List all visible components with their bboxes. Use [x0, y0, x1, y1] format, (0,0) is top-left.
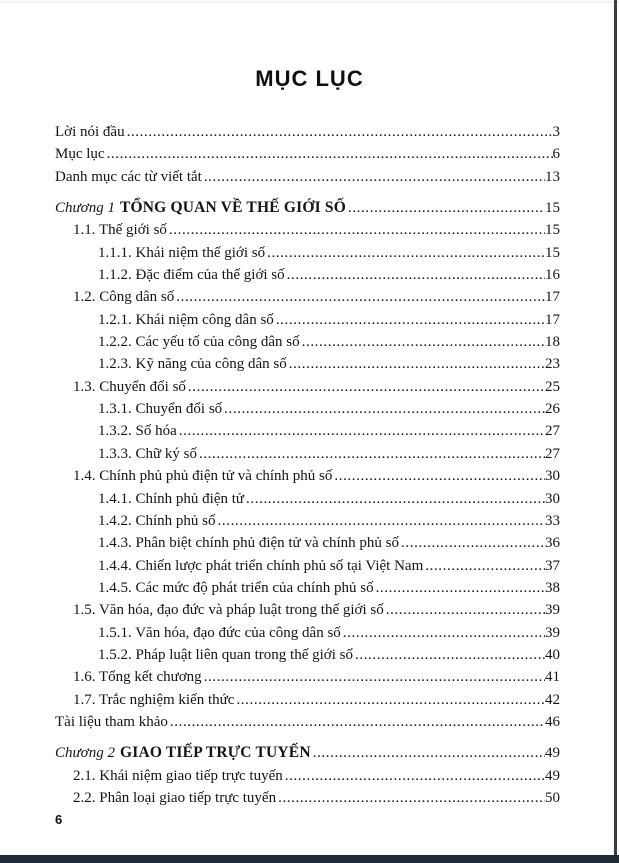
toc-dot-leader: [276, 787, 545, 809]
toc-dot-leader: [202, 666, 545, 688]
toc-entry-label: GIAO TIẾP TRỰC TUYẾN: [119, 744, 311, 762]
toc-entry[interactable]: [55, 787, 560, 809]
toc-dot-leader: [167, 219, 545, 241]
toc-dot-leader: [423, 555, 545, 577]
toc-entry-page-number: 25: [545, 378, 560, 395]
toc-entry-page-number: 39: [545, 602, 560, 619]
toc-entry-page-number: 17: [545, 311, 560, 328]
toc-entry-page-number: 6: [552, 146, 560, 163]
toc-entry-label: 1.3.1. Chuyển đổi số: [98, 401, 223, 418]
toc-entry-page-number: 16: [545, 267, 560, 284]
toc-entry-page-number: 15: [545, 200, 560, 217]
toc-dot-leader: [287, 353, 545, 375]
toc-dot-leader: [197, 443, 545, 465]
toc-entry-label: 2.2. Phân loại giao tiếp trực tuyến: [73, 789, 277, 806]
toc-entry-label: 1.2.1. Khái niệm công dân số: [98, 311, 274, 328]
toc-entry[interactable]: [55, 143, 560, 165]
toc-entry[interactable]: [55, 398, 560, 420]
toc-entry-page-number: 33: [545, 512, 560, 529]
toc-dot-leader: [105, 143, 553, 165]
toc-entry-page-number: 37: [545, 557, 560, 574]
toc-dot-leader: [384, 599, 545, 621]
toc-dot-leader: [283, 765, 545, 787]
toc-entry-page-number: 3: [552, 124, 560, 140]
toc-entry-page-number: 27: [545, 423, 560, 440]
toc-entry[interactable]: [55, 622, 560, 644]
toc-entry[interactable]: [55, 331, 560, 353]
toc-entry-label: 1.4.5. Các mức độ phát triển của chính phủ số: [98, 579, 374, 596]
toc-dot-leader: [311, 742, 545, 764]
toc-entry[interactable]: [55, 599, 560, 621]
toc-entry-page-number: 30: [545, 468, 560, 485]
toc-dot-leader: [346, 197, 545, 219]
toc-entry-label: 1.4.1. Chính phủ điện tử: [98, 490, 245, 507]
toc-entry-page-number: 38: [545, 579, 560, 596]
toc-entry-label: 1.3. Chuyển đổi số: [73, 378, 186, 395]
toc-entry-label: TỔNG QUAN VỀ THẾ GIỚI SỐ: [119, 199, 346, 217]
toc-entry-page-number: 15: [545, 222, 560, 239]
toc-entry-label: Mục lục: [55, 146, 105, 163]
toc-entry-label: 1.2.2. Các yếu tố của công dân số: [98, 334, 300, 351]
toc-entry[interactable]: [55, 353, 560, 375]
toc-entry[interactable]: [55, 309, 560, 331]
toc-entry[interactable]: [55, 443, 560, 465]
toc-entry-label: 1.2.3. Kỹ năng của công dân số: [98, 356, 287, 373]
toc-entry[interactable]: [55, 197, 560, 219]
toc-entry-page-number: 49: [545, 767, 560, 784]
toc-dot-leader: [353, 644, 545, 666]
toc-entry-label: 1.4. Chính phủ phủ điện tử và chính phủ số: [73, 468, 333, 485]
toc-entry[interactable]: [55, 219, 560, 241]
page-title: MỤC LỤC: [255, 66, 364, 91]
toc-entry[interactable]: [55, 166, 560, 188]
toc-dot-leader: [222, 398, 545, 420]
toc-entry-page-number: 26: [545, 401, 560, 418]
toc-entry-label: 1.3.2. Số hóa: [98, 423, 177, 440]
toc-entry-page-number: 30: [545, 490, 560, 507]
toc-entry-label: 1.3.3. Chữ ký số: [98, 445, 197, 462]
toc-entry-page-number: 49: [545, 745, 560, 762]
toc-entry[interactable]: [55, 555, 560, 577]
toc-dot-leader: [332, 465, 545, 487]
toc-entry[interactable]: [55, 742, 560, 764]
toc-entry-label: 1.1.2. Đặc điểm của thế giới số: [98, 267, 285, 284]
toc-dot-leader: [265, 242, 545, 264]
toc-dot-leader: [399, 532, 545, 554]
toc-entry-page-number: 13: [545, 168, 560, 185]
toc-entry-label: Danh mục các từ viết tắt: [55, 168, 202, 185]
toc-entry-label: 1.5.2. Pháp luật liên quan trong thế giới số: [98, 646, 353, 663]
toc-entry[interactable]: [55, 488, 560, 510]
toc-entry-page-number: 46: [545, 713, 560, 730]
toc-entry-page-number: 40: [545, 646, 560, 663]
footer-page-number: 6: [55, 812, 63, 827]
toc-entry-label: 1.1.1. Khái niệm thế giới số: [98, 244, 266, 261]
toc-entry-page-number: 50: [545, 789, 560, 806]
toc-entry-page-number: 23: [545, 356, 560, 373]
toc-entry[interactable]: [55, 666, 560, 688]
toc-entry-label: 1.4.2. Chính phủ số: [98, 512, 216, 529]
toc-entry[interactable]: [55, 711, 560, 733]
page-top-edge: [0, 0, 619, 3]
toc-entry-chapter-prefix: Chương 1: [55, 200, 115, 217]
toc-entry[interactable]: [55, 376, 560, 398]
toc-entry[interactable]: [55, 264, 560, 286]
toc-entry[interactable]: [55, 644, 560, 666]
toc-entry-page-number: 17: [545, 289, 560, 306]
toc-entry-label: Lời nói đầu: [55, 124, 125, 140]
toc-dot-leader: [216, 510, 545, 532]
toc-entry-page-number: 18: [545, 334, 560, 351]
toc-entry-label: 1.5.1. Văn hóa, đạo đức của công dân số: [98, 624, 341, 641]
toc-entry[interactable]: [55, 689, 560, 711]
toc-entry-label: 1.7. Trắc nghiệm kiến thức: [73, 691, 235, 708]
toc-dot-leader: [168, 711, 545, 733]
toc-dot-leader: [285, 264, 545, 286]
toc-entry-page-number: 27: [545, 445, 560, 462]
toc-entry[interactable]: [55, 577, 560, 599]
window-right-edge: [614, 0, 617, 855]
toc-entry[interactable]: [55, 510, 560, 532]
toc-entry-label: Tài liệu tham khảo: [55, 713, 168, 730]
toc-entry-label: 1.2. Công dân số: [73, 289, 175, 306]
toc-entry[interactable]: [55, 121, 560, 143]
toc-entry-label: 1.4.4. Chiến lược phát triển chính phủ số tại Việt Nam: [98, 557, 424, 574]
toc-entry-label: 1.6. Tổng kết chương: [73, 669, 202, 686]
toc-dot-leader: [234, 689, 545, 711]
toc-dot-leader: [125, 121, 553, 143]
toc-entry-label: 1.1. Thế giới số: [73, 222, 167, 239]
toc-entry[interactable]: [55, 765, 560, 787]
toc-dot-leader: [274, 309, 545, 331]
toc-entry[interactable]: [55, 532, 560, 554]
toc-entry-page-number: 15: [545, 244, 560, 261]
toc-entry-label: 1.5. Văn hóa, đạo đức và pháp luật trong thế giới số: [73, 602, 384, 619]
toc-entry[interactable]: [55, 465, 560, 487]
toc-entry[interactable]: [55, 420, 560, 442]
toc-dot-leader: [300, 331, 545, 353]
toc-list: [55, 121, 560, 809]
toc-dot-leader: [174, 286, 545, 308]
toc-entry-page-number: 39: [545, 624, 560, 641]
window-bottom-bar: [0, 855, 619, 863]
toc-dot-leader: [341, 622, 545, 644]
toc-entry[interactable]: [55, 242, 560, 264]
toc-entry-label: 1.4.3. Phân biệt chính phủ điện tử và chính phủ số: [98, 535, 400, 552]
toc-entry-chapter-prefix: Chương 2: [55, 745, 115, 762]
toc-dot-leader: [177, 420, 545, 442]
toc-entry-page-number: 41: [545, 669, 560, 686]
toc-entry-page-number: 42: [545, 691, 560, 708]
toc-dot-leader: [374, 577, 545, 599]
toc-dot-leader: [244, 488, 545, 510]
toc-entry-label: 2.1. Khái niệm giao tiếp trực tuyến: [73, 767, 283, 784]
toc-entry-page-number: 36: [545, 535, 560, 552]
toc-dot-leader: [186, 376, 545, 398]
toc-entry[interactable]: [55, 286, 560, 308]
toc-dot-leader: [202, 166, 545, 188]
